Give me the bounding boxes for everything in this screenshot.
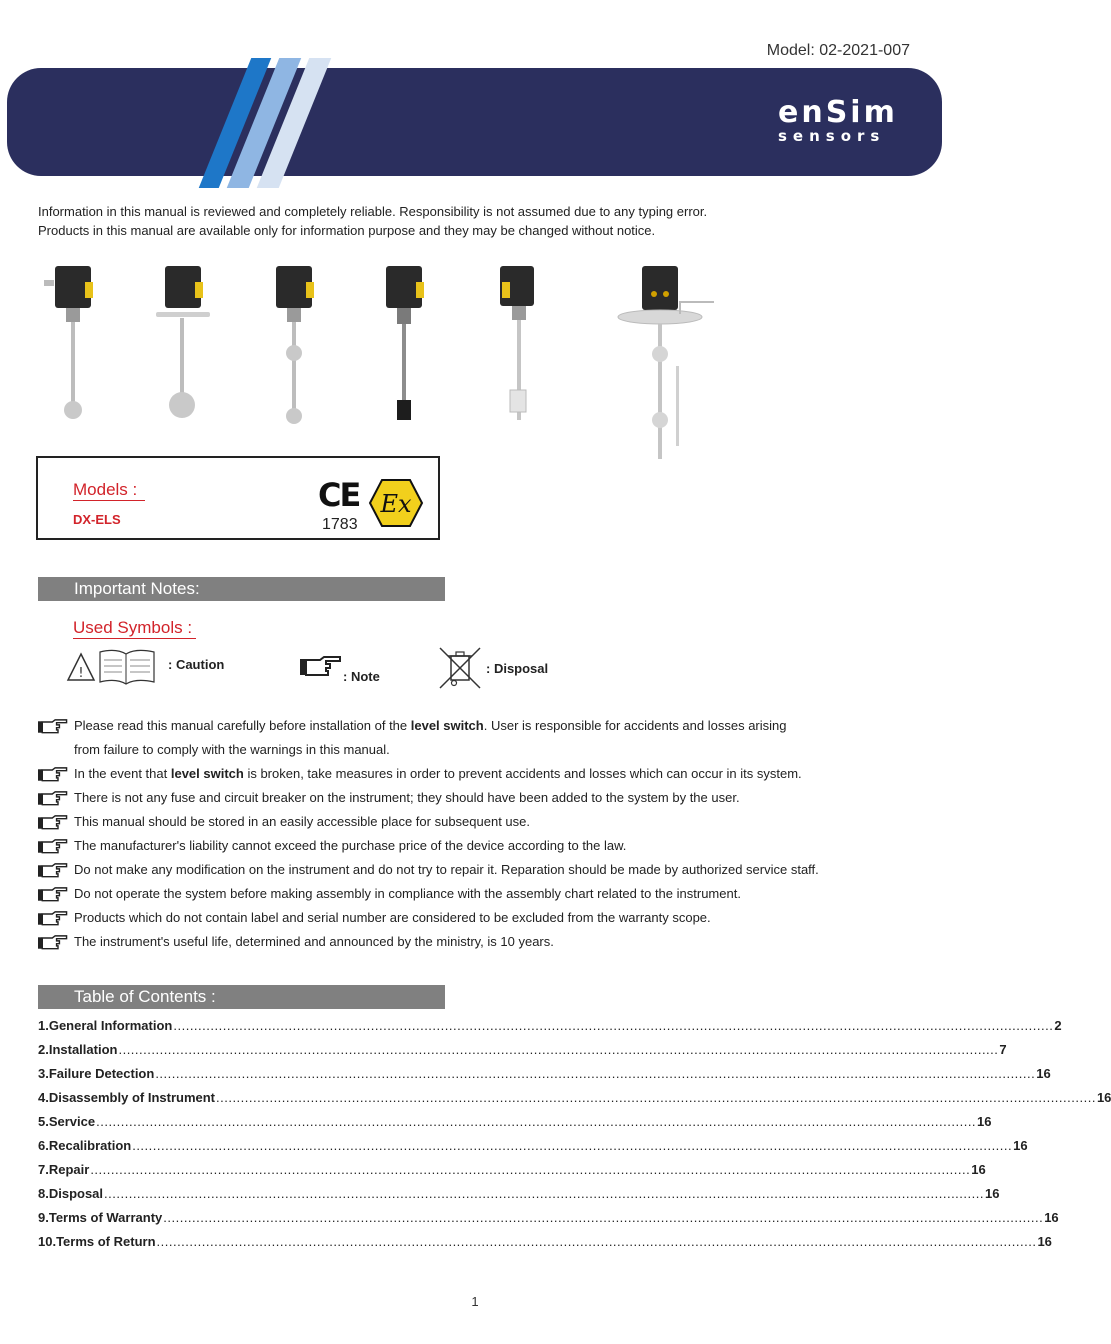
toc-number: 8.: [38, 1186, 49, 1201]
note-item: [38, 906, 838, 930]
note-hand-icon: [38, 862, 68, 880]
toc-leader: ......................................................................................................................................................................................................................: [104, 1186, 984, 1201]
note-hand-icon: [38, 790, 68, 808]
note-text: Please read this manual carefully before installation of the: [74, 718, 411, 733]
note-hand-icon: [38, 718, 68, 736]
toc-page: 16: [1037, 1234, 1052, 1249]
disposal-icon: [438, 646, 482, 690]
toc-title: Service: [48, 1114, 96, 1129]
ensim-logo: [778, 95, 906, 145]
toc-title: General Information: [48, 1018, 173, 1033]
toc-page: 16: [1096, 1090, 1111, 1105]
note-item: [38, 930, 838, 954]
toc-page: 2: [1054, 1018, 1062, 1033]
caution-icon: [66, 648, 156, 686]
ex-mark-label: Ex: [380, 490, 412, 518]
note-item: [38, 810, 838, 834]
note-hand-icon: [38, 910, 68, 928]
note-bold: level switch: [410, 718, 484, 733]
caution-label: : Caution: [168, 657, 225, 672]
toc-item[interactable]: [38, 1018, 1062, 1042]
toc-title: Installation: [48, 1042, 118, 1057]
note-label: : Note: [343, 669, 380, 684]
disclaimer-line: Products in this manual are available only for information purpose and they may be changed without notice.: [38, 223, 656, 238]
product-image-3: [276, 266, 314, 424]
note-hand-icon: [300, 655, 342, 679]
toc-page: 16: [971, 1162, 986, 1177]
note-item: [38, 762, 838, 786]
toc-heading: Table of Contents :: [38, 985, 445, 1009]
toc-title: Disposal: [48, 1186, 104, 1201]
toc-item[interactable]: [38, 1066, 1051, 1090]
toc-leader: ......................................................................................................................................................................................................................: [96, 1114, 977, 1129]
toc-item[interactable]: [38, 1186, 1000, 1210]
logo-wordmark: enSim: [778, 95, 898, 130]
toc-title: Disassembly of Instrument: [48, 1090, 215, 1105]
toc-leader: ......................................................................................................................................................................................................................: [90, 1162, 971, 1177]
toc-number: 3.: [38, 1066, 49, 1081]
toc-leader: ......................................................................................................................................................................................................................: [173, 1018, 1054, 1033]
note-continuation: from failure to comply with the warnings in this manual.: [74, 742, 390, 757]
note-item: [38, 786, 838, 810]
toc-leader: ......................................................................................................................................................................................................................: [132, 1138, 1013, 1153]
note-hand-icon: [38, 838, 68, 856]
ce-mark: CE: [318, 476, 360, 514]
note-hand-icon: [38, 766, 68, 784]
model-number: Model: 02-2021-007: [766, 42, 910, 59]
toc-leader: ......................................................................................................................................................................................................................: [163, 1210, 1044, 1225]
toc-number: 1.: [38, 1018, 49, 1033]
svg-text:!: !: [78, 666, 84, 681]
product-image-2: [156, 266, 210, 418]
disposal-label: : Disposal: [486, 661, 549, 676]
toc-page: 16: [1044, 1210, 1059, 1225]
toc-title: Failure Detection: [48, 1066, 155, 1081]
note-text: Do not operate the system before making assembly in compliance with the assembly chart related to the instrument.: [74, 886, 741, 901]
note-text: is broken, take measures in order to prevent accidents and losses which can occur in its system.: [243, 766, 802, 781]
note-hand-icon: [38, 934, 68, 952]
note-text: Products which do not contain label and serial number are considered to be excluded from the warranty scope.: [74, 910, 711, 925]
toc-title: Terms of Warranty: [48, 1210, 163, 1225]
table-of-contents: [38, 1018, 1111, 1258]
certification-number: 1783: [322, 516, 358, 533]
product-images: [30, 258, 730, 468]
toc-number: 4.: [38, 1090, 49, 1105]
toc-number: 7.: [38, 1162, 49, 1177]
used-symbols-title: Used Symbols :: [73, 618, 196, 639]
toc-item[interactable]: [38, 1162, 986, 1186]
toc-item[interactable]: [38, 1138, 1028, 1162]
toc-page: 16: [984, 1186, 1000, 1201]
note-text: This manual should be stored in an easily accessible place for subsequent use.: [74, 814, 530, 829]
toc-page: 16: [1036, 1066, 1051, 1081]
toc-leader: ......................................................................................................................................................................................................................: [155, 1066, 1036, 1081]
toc-number: 6.: [38, 1138, 49, 1153]
note-item: [38, 714, 838, 738]
note-text: The instrument's useful life, determined and announced by the ministry, is 10 years.: [74, 934, 554, 949]
toc-number: 5.: [38, 1114, 49, 1129]
toc-page: 16: [1013, 1138, 1028, 1153]
toc-item[interactable]: [38, 1210, 1059, 1234]
toc-leader: ......................................................................................................................................................................................................................: [156, 1234, 1037, 1249]
note-item: [38, 882, 838, 906]
product-image-6: [618, 266, 714, 459]
toc-page: 16: [977, 1114, 992, 1129]
note-text: . User is responsible for accidents and losses arising: [483, 718, 787, 733]
disclaimer-line: Information in this manual is reviewed and completely reliable. Responsibility is not assumed due to any typing error.: [38, 204, 708, 219]
note-item: [38, 834, 838, 858]
toc-item[interactable]: [38, 1090, 1111, 1114]
models-box: [36, 456, 440, 540]
toc-number: 2.: [38, 1042, 49, 1057]
toc-leader: ......................................................................................................................................................................................................................: [118, 1042, 999, 1057]
toc-number: 10.: [38, 1234, 57, 1249]
toc-title: Recalibration: [48, 1138, 132, 1153]
toc-number: 9.: [38, 1210, 49, 1225]
toc-title: Repair: [48, 1162, 90, 1177]
important-notes-heading: Important Notes:: [38, 577, 445, 601]
note-item: [38, 858, 838, 882]
toc-page: 7: [999, 1042, 1007, 1057]
note-text: There is not any fuse and circuit breaker on the instrument; they should have been added to the system by the user.: [74, 790, 740, 805]
disclaimer: [38, 202, 707, 240]
product-image-5: [500, 266, 534, 420]
note-hand-icon: [38, 814, 68, 832]
ex-mark-icon: [368, 478, 424, 528]
page-number: 1: [471, 1294, 479, 1309]
note-text: In the event that: [74, 766, 171, 781]
note-text: The manufacturer's liability cannot exceed the purchase price of the device according to the law.: [74, 838, 627, 853]
model-name: DX-ELS: [73, 512, 121, 527]
note-bold: level switch: [170, 766, 244, 781]
toc-title: Terms of Return: [56, 1234, 156, 1249]
toc-leader: ......................................................................................................................................................................................................................: [216, 1090, 1096, 1105]
notes-list: [38, 714, 838, 954]
note-hand-icon: [38, 886, 68, 904]
note-text: Do not make any modification on the instrument and do not try to repair it. Reparation should be made by authorized service staff.: [74, 862, 819, 877]
product-image-1: [44, 266, 93, 419]
toc-item[interactable]: [38, 1042, 1007, 1066]
toc-item[interactable]: [38, 1234, 1052, 1258]
toc-item[interactable]: [38, 1114, 992, 1138]
models-title: Models :: [73, 480, 145, 501]
logo-subtitle: sensors: [778, 127, 886, 145]
product-image-4: [386, 266, 424, 420]
